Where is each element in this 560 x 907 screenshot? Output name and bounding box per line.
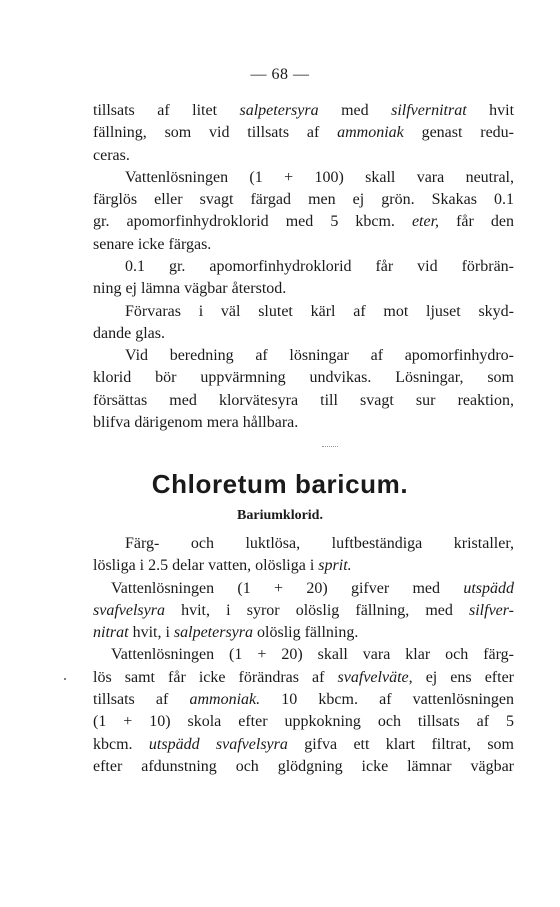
italic-text: eter, — [411, 213, 440, 231]
text-run: dande glas. — [93, 324, 165, 342]
text-run: Vattenlösningen (1 + 100) skall vara neutral, — [125, 168, 514, 186]
text-line — [93, 211, 514, 233]
text-line — [93, 323, 514, 345]
text-run: hvit, i — [128, 624, 174, 642]
text-line — [93, 367, 514, 389]
text-run: Vattenlösningen (1 + 20) gifver med — [111, 579, 464, 597]
text-line — [93, 711, 514, 733]
text-run: 10 kbcm. af vattenlösningen — [260, 691, 514, 709]
text-line — [93, 390, 514, 412]
text-run: lösliga i 2.5 delar vatten, olösliga i — [93, 557, 319, 575]
text-run: färglös eller svagt färgad men ej grön. Skakas 0.1 — [93, 191, 514, 209]
italic-text: sprit. — [318, 557, 352, 575]
text-run: hvit — [466, 102, 515, 119]
text-run: Förvaras i väl slutet kärl af mot ljuset skyd- — [125, 302, 514, 320]
page-number: — 68 — — [250, 66, 310, 83]
italic-text: utspädd — [463, 579, 514, 597]
paragraph-block-2 — [93, 345, 514, 434]
text-line — [93, 189, 514, 211]
text-run: fällning, som vid tillsats af — [93, 124, 338, 142]
text-run: Färg- och luktlösa, luftbeständiga kristaller, — [125, 535, 514, 552]
text-line — [93, 100, 514, 122]
text-run: hvit, i syror olöslig fällning, med — [164, 601, 469, 619]
margin-dot — [64, 678, 66, 680]
text-run: ej ens efter — [412, 668, 515, 686]
text-line — [93, 533, 514, 555]
text-line — [93, 412, 514, 434]
italic-text: salpetersyra — [173, 624, 254, 642]
text-run: blifva därigenom mera hållbara. — [93, 413, 299, 431]
italic-text: ammoniak. — [189, 691, 261, 709]
paragraph-block-3 — [93, 533, 514, 778]
italic-text: silfvernitrat — [391, 102, 467, 119]
text-run: Vid beredning af lösningar af apomorfinhydro- — [125, 347, 514, 364]
text-run: gr. apomorfinhydroklorid med 5 kbcm. — [93, 213, 412, 231]
text-run: försättas med klorvätesyra till svagt sur reaktion, — [93, 391, 514, 409]
text-run: olöslig fällning. — [253, 624, 359, 642]
text-line — [93, 345, 514, 367]
text-line — [93, 301, 514, 323]
text-line — [93, 555, 514, 577]
text-run: ning ej lämna vägbar återstod. — [93, 280, 287, 298]
italic-text: nitrat — [93, 624, 129, 642]
text-line — [93, 600, 514, 622]
text-line — [93, 145, 514, 167]
italic-text: svafvelsyra — [93, 601, 165, 619]
text-run: tillsats af — [93, 691, 190, 709]
paragraph-block-1 — [93, 100, 514, 345]
italic-text: silfver- — [469, 601, 514, 619]
text-run: Vattenlösningen (1 + 20) skall vara klar och färg- — [111, 646, 514, 664]
text-run: klorid bör uppvärmning undvikas. Lösningar, som — [93, 369, 514, 387]
text-run: senare icke färgas. — [93, 235, 212, 253]
italic-text: salpetersyra — [239, 102, 319, 119]
text-line — [93, 167, 514, 189]
text-line — [93, 622, 514, 644]
text-run: får den — [439, 213, 515, 231]
italic-text: utspädd svafvelsyra — [148, 735, 288, 753]
section-title: Chloretum baricum. — [151, 469, 409, 499]
text-line — [93, 578, 514, 600]
text-run: 0.1 gr. apomorfinhydroklorid får vid förbrän- — [125, 258, 514, 276]
italic-text: ammoniak — [337, 124, 404, 142]
text-run: gifva ett klart filtrat, som — [287, 735, 514, 753]
text-run: lös samt får icke förändras af — [93, 668, 338, 686]
text-line — [93, 667, 514, 689]
text-run: kbcm. — [93, 735, 149, 753]
text-line — [93, 756, 514, 778]
text-line — [93, 256, 514, 278]
italic-text: svafvelväte, — [337, 668, 413, 686]
ornament-mark — [322, 446, 338, 449]
text-line — [93, 644, 514, 666]
text-run: (1 + 10) skola efter uppkokning och tillsats af 5 — [93, 713, 514, 731]
text-run: ceras. — [93, 146, 130, 164]
text-run: tillsats af litet — [93, 102, 240, 119]
text-line — [93, 122, 514, 144]
text-line — [93, 234, 514, 256]
text-run: genast redu- — [403, 124, 515, 142]
section-subtitle: Bariumklorid. — [237, 508, 323, 523]
text-run: med — [318, 102, 392, 119]
text-line — [93, 278, 514, 300]
text-run: efter afdunstning och glödgning icke lämnar vägbar — [93, 757, 514, 775]
text-line — [93, 689, 514, 711]
text-line — [93, 734, 514, 756]
